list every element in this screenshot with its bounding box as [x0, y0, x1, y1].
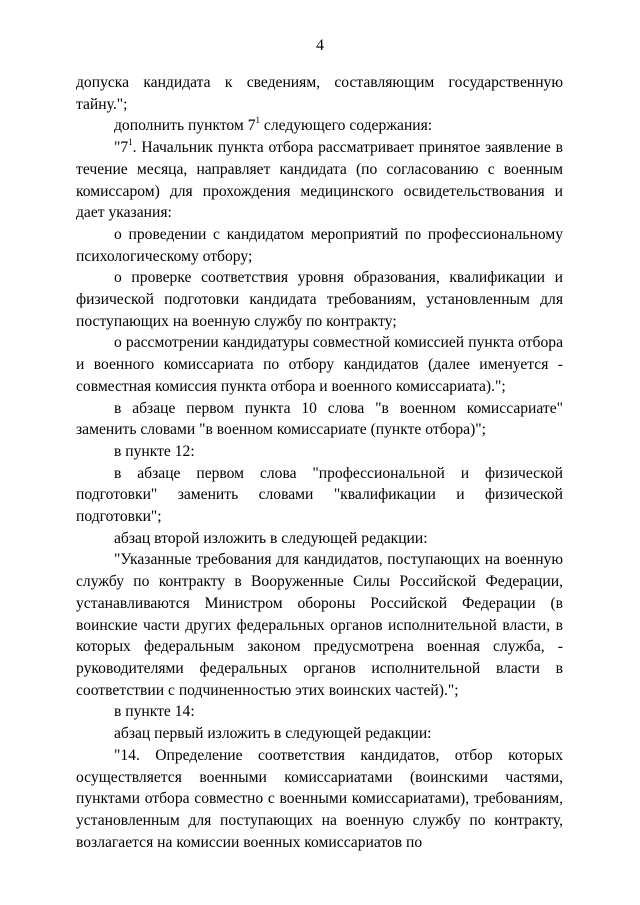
document-body	[76, 72, 563, 853]
paragraph-10: абзац второй изложить в следующей редакции:	[114, 529, 428, 547]
paragraph-1: допуска кандидата к сведениям, составляющим государственную тайну.";	[76, 74, 563, 113]
paragraph-3-post: . Начальник пункта отбора рассматривает принятое заявление в течение месяца, направляет кандидата (по согласованию с военным комиссаром) для прохождения медицинского освидетельствования и дает указания:	[76, 139, 563, 222]
paragraph-4: о проведении с кандидатом мероприятий по профессиональному психологическому отбору;	[76, 225, 563, 265]
paragraph-6: о рассмотрении кандидатуры совместной комиссией пункта отбора и военного комиссариата по отбору кандидатов (далее именуется - совместная комиссия пункта отбора и военного комиссариата).";	[76, 334, 563, 395]
superscript-1: 1	[255, 115, 260, 126]
paragraph-2-post: следующего содержания:	[260, 117, 433, 135]
paragraph-2	[76, 115, 563, 137]
paragraph-12: в пункте 14:	[114, 703, 195, 721]
paragraph-5: о проверке соответствия уровня образования, квалификации и физической подготовки кандидата требованиям, установленным для поступающих на военную службу по контракту;	[76, 269, 563, 330]
paragraph-3	[76, 137, 563, 224]
paragraph-14: "14. Определение соответствия кандидатов, отбор которых осуществляется военными комиссариатами (воинскими частями, пунктами отбора совместно с военными комиссариатами), требованиям, установленным для поступающих на военную службу по контракту, возлагается на комиссии военных комиссариатов по	[76, 746, 563, 851]
paragraph-3-pre: "7	[114, 139, 129, 157]
paragraph-9: в абзаце первом слова "профессиональной и физической подготовки" заменить словами "квалификации и физической подготовки";	[76, 464, 563, 526]
paragraph-8: в пункте 12:	[114, 442, 195, 460]
paragraph-13: абзац первый изложить в следующей редакции:	[114, 725, 432, 743]
superscript-2: 1	[128, 136, 133, 147]
paragraph-7: в абзаце первом пункта 10 слова "в военном комиссариате" заменить словами "в военном комиссариате (пункте отбора)";	[76, 399, 563, 439]
paragraph-11: "Указанные требования для кандидатов, поступающих на военную службу по контракту в Вооруженные Силы Российской Федерации, устанавливаются Министром обороны Российской Федерации (в воинские части других федеральных органов исполнительной власти, в которых федеральным законом предусмотрена военная служба, - руководителями федеральных органов исполнительной власти в соответствии с подчиненностью этих воинских частей).";	[76, 551, 563, 699]
paragraph-2-pre: дополнить пунктом 7	[114, 117, 256, 135]
page-number: 4	[316, 37, 324, 54]
